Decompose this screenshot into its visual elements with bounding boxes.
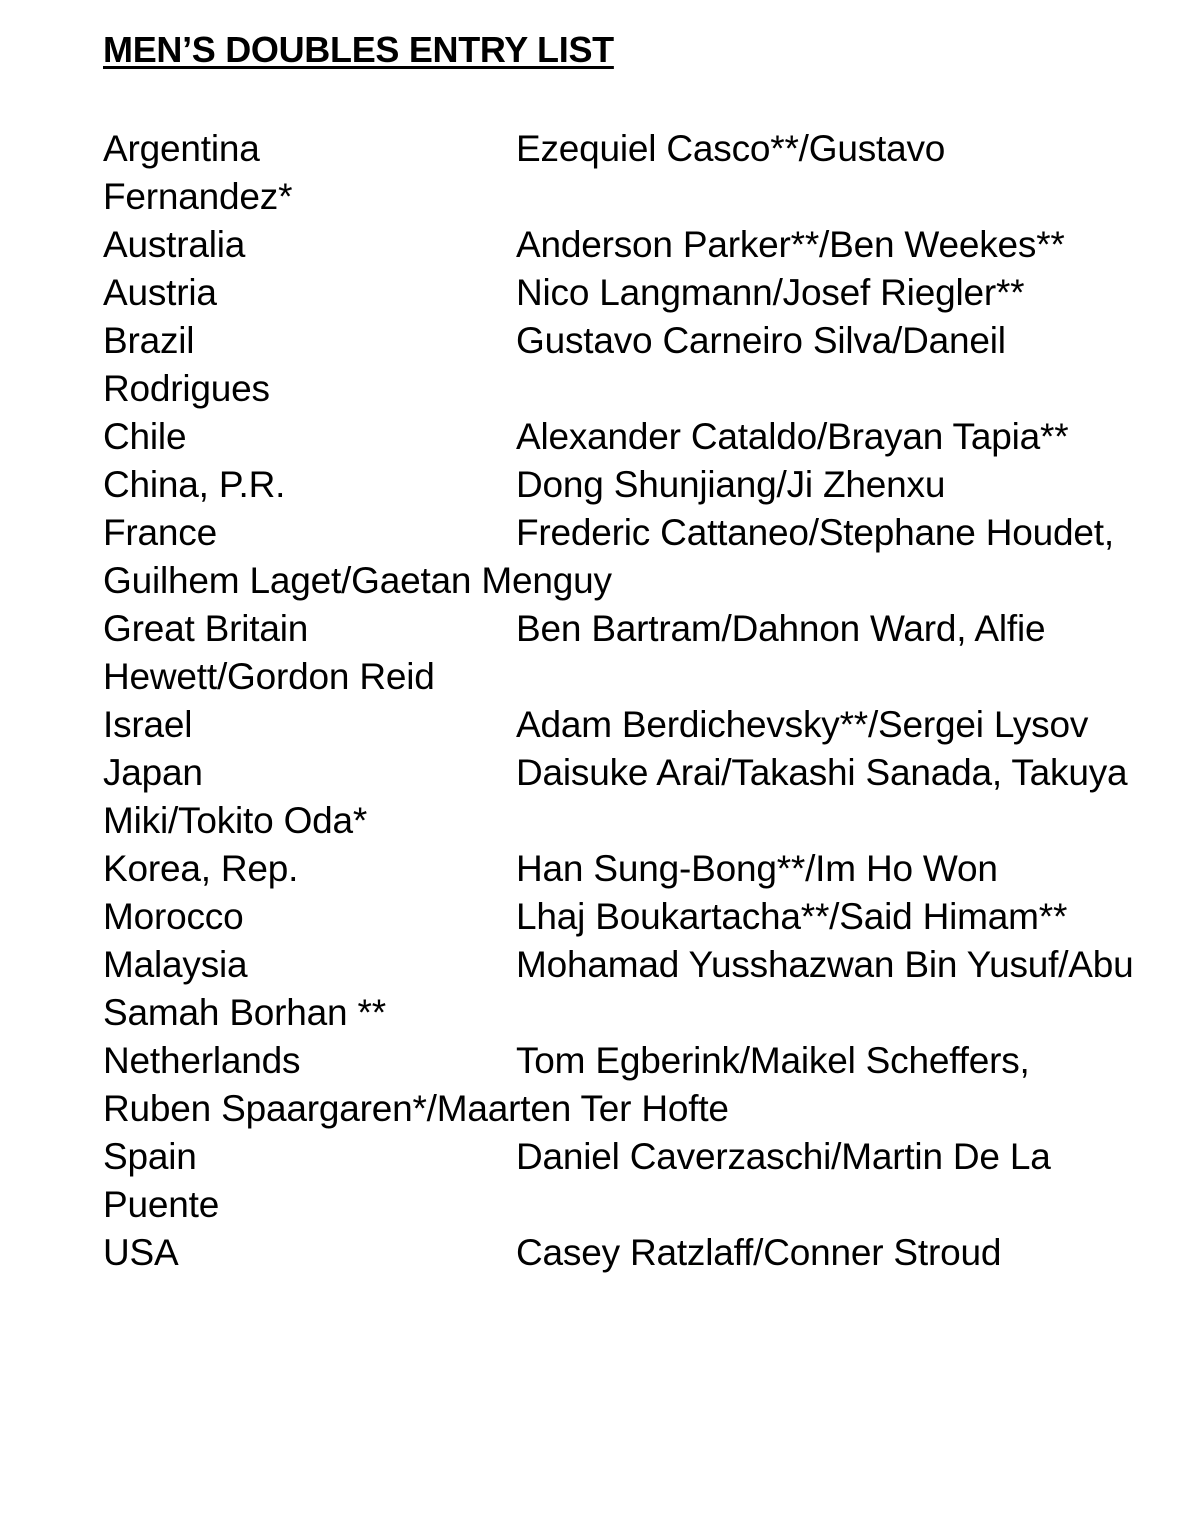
entry-row: [103, 413, 1143, 461]
entry-country: France: [103, 512, 217, 553]
entry-players: Lhaj Boukartacha**/Said Himam**: [516, 896, 1068, 937]
entry-row: [103, 941, 1143, 1037]
entry-players: Anderson Parker**/Ben Weekes**: [516, 224, 1065, 265]
entry-row: [103, 1037, 1143, 1133]
entry-players: Daisuke Arai/Takashi Sanada, Takuya Miki/Tokito Oda*: [103, 752, 1128, 841]
entry-players: Adam Berdichevsky**/Sergei Lysov: [516, 704, 1089, 745]
entry-country: Netherlands: [103, 1040, 301, 1081]
entry-row: [103, 509, 1143, 605]
entry-row: [103, 1229, 1143, 1277]
page-title: MEN’S DOUBLES ENTRY LIST: [103, 29, 614, 70]
entry-players: Han Sung-Bong**/Im Ho Won: [516, 848, 998, 889]
entry-row: [103, 461, 1143, 509]
entry-country: Israel: [103, 704, 193, 745]
entry-players: Nico Langmann/Josef Riegler**: [516, 272, 1025, 313]
entry-players: Ben Bartram/Dahnon Ward, Alfie Hewett/Gordon Reid: [103, 608, 1046, 697]
entry-country: Austria: [103, 272, 217, 313]
entry-row: [103, 317, 1143, 413]
entry-row: [103, 749, 1143, 845]
entry-players: Alexander Cataldo/Brayan Tapia**: [516, 416, 1069, 457]
document-page: [103, 28, 1143, 1277]
entry-country: Malaysia: [103, 944, 248, 985]
entry-country: Spain: [103, 1136, 197, 1177]
entry-players: Daniel Caverzaschi/Martin De La Puente: [103, 1136, 1051, 1225]
entry-row: [103, 125, 1143, 221]
entry-row: [103, 269, 1143, 317]
entry-country: Japan: [103, 752, 203, 793]
entry-country: Great Britain: [103, 608, 309, 649]
entry-country: China, P.R.: [103, 464, 286, 505]
entry-players: Frederic Cattaneo/Stephane Houdet, Guilhem Laget/Gaetan Menguy: [103, 512, 1114, 601]
entry-country: Argentina: [103, 128, 260, 169]
entry-country: Australia: [103, 224, 246, 265]
entry-row: [103, 221, 1143, 269]
entry-list: [103, 125, 1143, 1277]
entry-row: [103, 845, 1143, 893]
entry-players: Tom Egberink/Maikel Scheffers, Ruben Spaargaren*/Maarten Ter Hofte: [103, 1040, 1030, 1129]
entry-players: Dong Shunjiang/Ji Zhenxu: [516, 464, 946, 505]
entry-row: [103, 605, 1143, 701]
entry-players: Mohamad Yusshazwan Bin Yusuf/Abu Samah Borhan **: [103, 944, 1134, 1033]
entry-row: [103, 893, 1143, 941]
entry-country: USA: [103, 1232, 179, 1273]
entry-row: [103, 701, 1143, 749]
entry-row: [103, 1133, 1143, 1229]
entry-players: Ezequiel Casco**/Gustavo Fernandez*: [103, 128, 946, 217]
entry-country: Chile: [103, 416, 187, 457]
entry-players: Gustavo Carneiro Silva/Daneil Rodrigues: [103, 320, 1006, 409]
entry-country: Korea, Rep.: [103, 848, 299, 889]
entry-country: Morocco: [103, 896, 244, 937]
entry-players: Casey Ratzlaff/Conner Stroud: [516, 1232, 1002, 1273]
entry-country: Brazil: [103, 320, 195, 361]
